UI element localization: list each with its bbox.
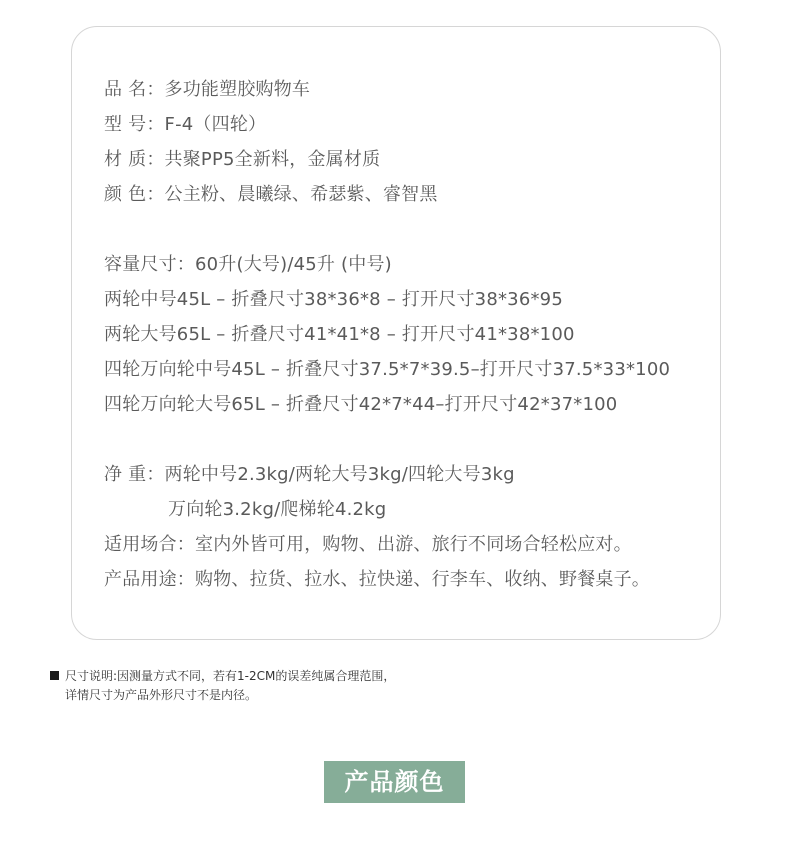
bullet-square-icon — [50, 671, 59, 680]
spec-size-line: 两轮中号45L – 折叠尺寸38*36*8 – 打开尺寸38*36*95 — [104, 289, 563, 310]
spec-product-name: 品 名：多功能塑胶购物车 — [104, 79, 311, 100]
spec-model: 型 号：F-4（四轮） — [104, 114, 267, 135]
spec-weight: 净 重：两轮中号2.3kg/两轮大号3kg/四轮大号3kg — [104, 464, 515, 485]
spec-size-line: 四轮万向轮中号45L – 折叠尺寸37.5*7*39.5–打开尺寸37.5*33*100 — [104, 359, 671, 380]
spec-usage: 产品用途：购物、拉货、拉水、拉快递、行李车、收纳、野餐桌子。 — [104, 569, 650, 590]
spec-occasion: 适用场合：室内外皆可用，购物、出游、旅行不同场合轻松应对。 — [104, 534, 632, 555]
spec-size-line: 两轮大号65L – 折叠尺寸41*41*8 – 打开尺寸41*38*100 — [104, 324, 575, 345]
spec-colors: 颜 色：公主粉、晨曦绿、希瑟紫、睿智黑 — [104, 184, 438, 205]
size-note-line: 详情尺寸为产品外形尺寸不是内径。 — [65, 688, 258, 702]
spec-capacity: 容量尺寸：60升(大号)/45升 (中号) — [104, 254, 392, 275]
spec-weight-continued: 万向轮3.2kg/爬梯轮4.2kg — [168, 499, 387, 520]
size-note-line: 尺寸说明:因测量方式不同，若有1-2CM的误差纯属合理范围， — [65, 669, 396, 683]
spec-material: 材 质：共聚PP5全新料，金属材质 — [104, 149, 381, 170]
size-note — [50, 667, 395, 705]
product-colors-heading: 产品颜色 — [324, 761, 465, 803]
spec-size-line: 四轮万向轮大号65L – 折叠尺寸42*7*44–打开尺寸42*37*100 — [104, 394, 618, 415]
